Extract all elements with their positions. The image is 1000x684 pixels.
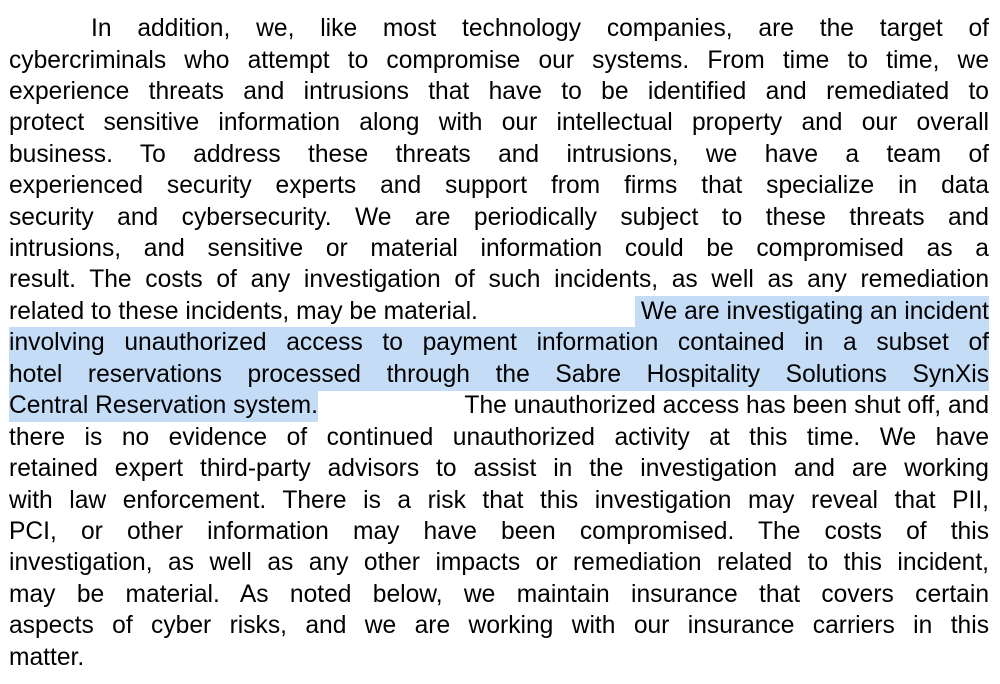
highlighted-text[interactable]: involving unauthorized access to payment information contained in a subset of [9, 327, 989, 359]
paragraph-line: PCI, or other information may have been compromised. The costs of this [9, 518, 989, 545]
paragraph-line-mixed [9, 296, 989, 328]
paragraph-line: may be material. As noted below, we maintain insurance that covers certain [9, 581, 989, 608]
paragraph-line: retained expert third-party advisors to assist in the investigation and are working [9, 455, 989, 482]
paragraph-line: experience threats and intrusions that have to be identified and remediated to [9, 78, 989, 105]
paragraph-segment: The unauthorized access has been shut off, and [458, 392, 989, 419]
paragraph-line-mixed [9, 390, 989, 422]
paragraph-line: aspects of cyber risks, and we are working with our insurance carriers in this [9, 612, 989, 639]
paragraph-line: experienced security experts and support from firms that specialize in data [9, 172, 989, 199]
paragraph-line: result. The costs of any investigation of such incidents, as well as any remediation [9, 266, 989, 293]
highlighted-text[interactable]: Central Reservation system. [9, 390, 318, 422]
paragraph-line: intrusions, and sensitive or material information could be compromised as a [9, 235, 989, 262]
paragraph-line: investigation, as well as any other impacts or remediation related to this incident, [9, 549, 989, 576]
paragraph-line: with law enforcement. There is a risk that this investigation may reveal that PII, [9, 487, 989, 514]
paragraph-line: there is no evidence of continued unauthorized activity at this time. We have [9, 424, 989, 451]
paragraph-line: In addition, we, like most technology companies, are the target of [91, 15, 989, 42]
paragraph-line: security and cybersecurity. We are periodically subject to these threats and [9, 204, 989, 231]
paragraph-line: business. To address these threats and intrusions, we have a team of [9, 141, 989, 168]
paragraph-line: protect sensitive information along with our intellectual property and our overall [9, 109, 989, 136]
paragraph-line: matter. [9, 644, 85, 671]
paragraph-segment: related to these incidents, may be material. [9, 298, 478, 325]
highlighted-text[interactable]: hotel reservations processed through the Sabre Hospitality Solutions SynXis [9, 359, 989, 391]
highlighted-text[interactable]: We are investigating an incident [635, 296, 989, 328]
paragraph-line: cybercriminals who attempt to compromise our systems. From time to time, we [9, 47, 989, 74]
